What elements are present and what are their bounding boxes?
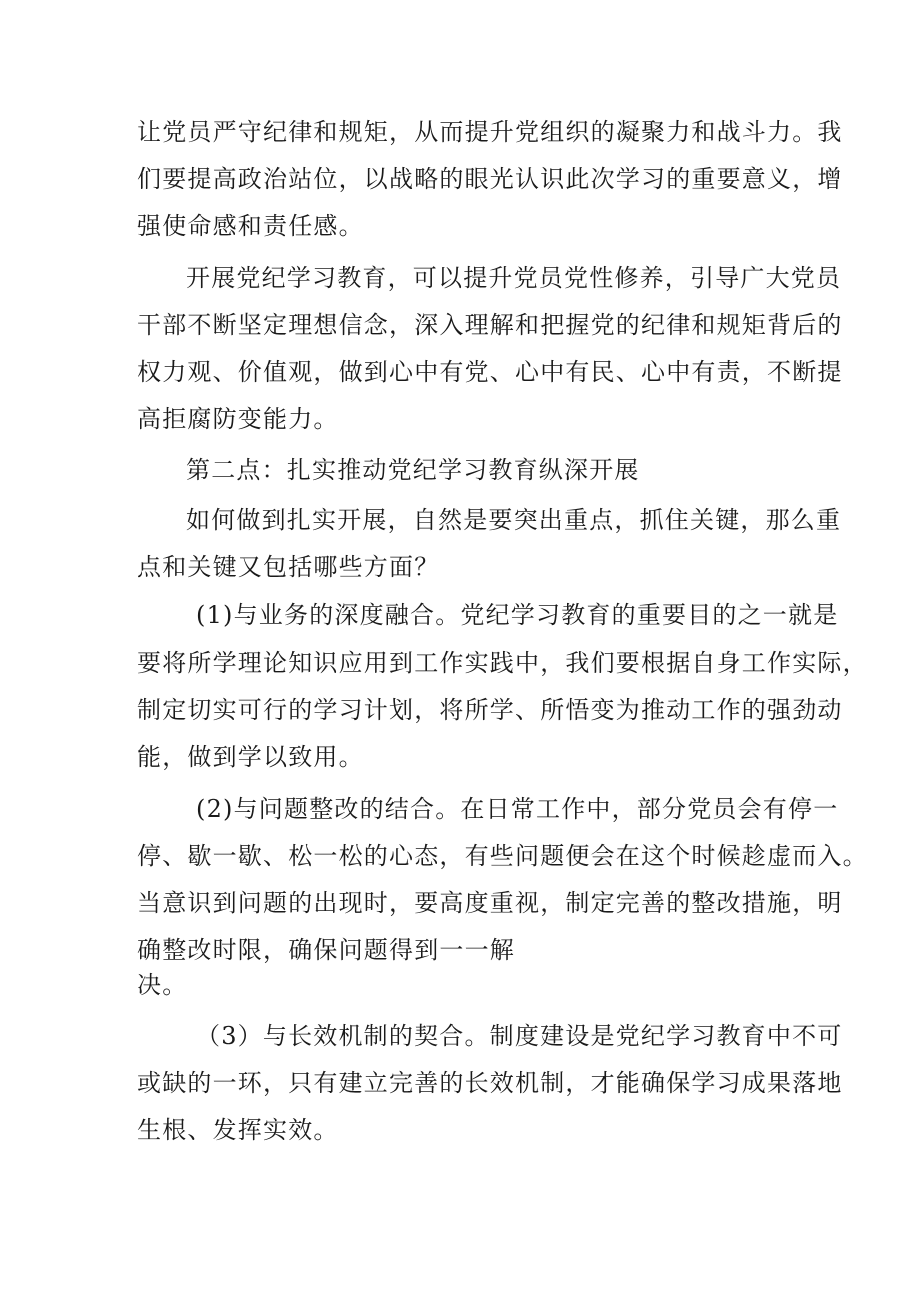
paragraph-7-line-2: 或缺的一环，只有建立完善的长效机制，才能确保学习成果落地 bbox=[137, 1069, 843, 1097]
paragraph-4-line-2: 点和关键又包括哪些方面？ bbox=[137, 553, 440, 581]
paragraph-6-line-4: 确整改时限，确保问题得到一一解 bbox=[137, 936, 515, 964]
paragraph-5-line-3: 制定切实可行的学习计划，将所学、所悟变为推动工作的强劲动 bbox=[137, 696, 843, 724]
section-heading: 第二点：扎实推动党纪学习教育纵深开展 bbox=[186, 456, 640, 484]
paragraph-5-line-4: 能，做到学以致用。 bbox=[137, 743, 364, 771]
paragraph-2-line-4: 高拒腐防变能力。 bbox=[137, 405, 339, 433]
paragraph-6-line-2: 停、歇一歇、松一松的心态，有些问题便会在这个时候趁虚而入。 bbox=[137, 842, 868, 870]
paragraph-7-line-3: 生根、发挥实效。 bbox=[137, 1116, 339, 1144]
paragraph-1-line-2: 们要提高政治站位，以战略的眼光认识此次学习的重要意义，增 bbox=[137, 165, 843, 193]
paragraph-1-line-3: 强使命感和责任感。 bbox=[137, 212, 364, 240]
paragraph-4-line-1: 如何做到扎实开展，自然是要突出重点，抓住关键，那么重 bbox=[186, 506, 842, 534]
paragraph-5-line-2: 要将所学理论知识应用到工作实践中，我们要根据自身工作实际， bbox=[137, 649, 868, 677]
paragraph-2-line-1: 开展党纪学习教育，可以提升党员党性修养，引导广大党员 bbox=[186, 264, 842, 292]
paragraph-6-line-3: 当意识到问题的出现时，要高度重视，制定完善的整改措施，明 bbox=[137, 889, 843, 917]
paragraph-2-line-2: 干部不断坚定理想信念，深入理解和把握党的纪律和规矩背后的 bbox=[137, 311, 843, 339]
paragraph-6-line-5: 决。 bbox=[137, 971, 188, 999]
paragraph-6-line-1: (2)与问题整改的结合。在日常工作中，部分党员会有停一 bbox=[196, 795, 839, 823]
paragraph-5-line-1: (1)与业务的深度融合。党纪学习教育的重要目的之一就是 bbox=[196, 601, 839, 629]
paragraph-7-line-1: （3）与长效机制的契合。制度建设是党纪学习教育中不可 bbox=[196, 1022, 843, 1050]
paragraph-1-line-1: 让党员严守纪律和规矩，从而提升党组织的凝聚力和战斗力。我 bbox=[137, 118, 843, 146]
paragraph-2-line-3: 权力观、价值观，做到心中有党、心中有民、心中有责，不断提 bbox=[137, 358, 843, 386]
